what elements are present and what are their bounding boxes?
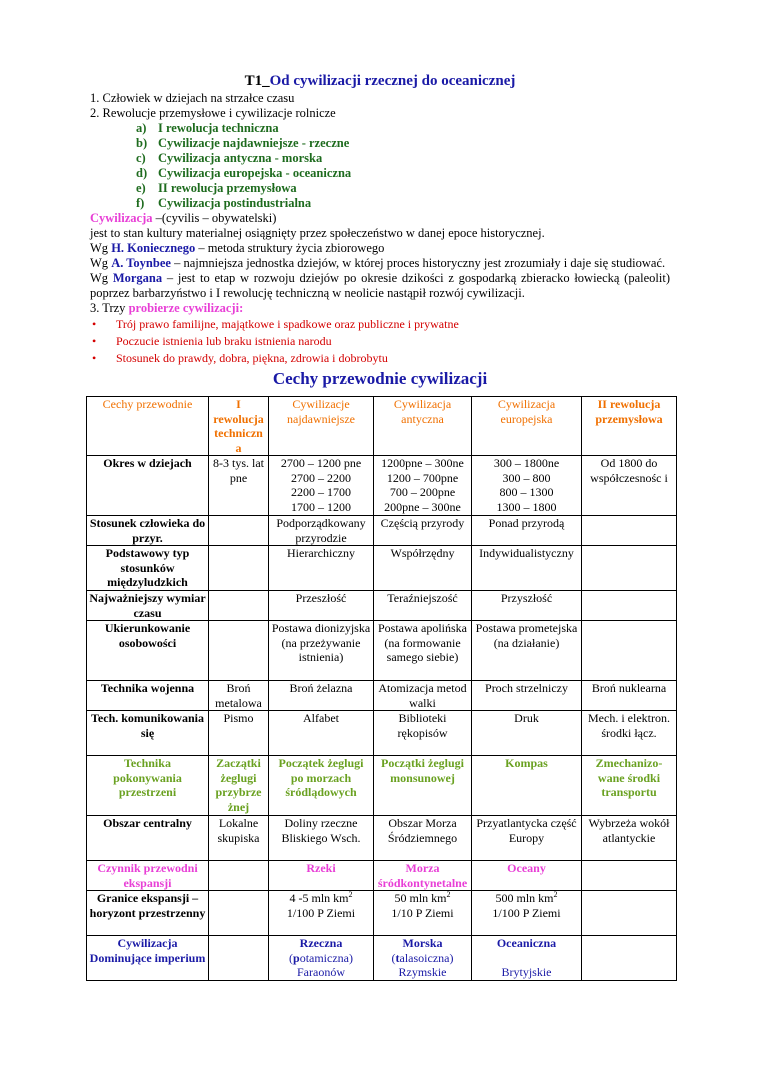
table-cell: Mech. i elektron. środki łącz. (582, 711, 677, 756)
list-item: d) Cywilizacja europejska - oceaniczna (136, 166, 352, 180)
table-cell: Pismo (209, 711, 269, 756)
bullet-icon: • (92, 334, 97, 348)
list-item: a) I rewolucja techniczna (136, 121, 279, 135)
row-label: Tech. komunikowania się (87, 711, 209, 756)
table-cell: Przyatlantycka część Europy (472, 816, 582, 861)
table-cell (209, 546, 269, 591)
table-cell: Rzeki (269, 861, 374, 891)
bullet-icon: • (92, 351, 97, 365)
table-row (87, 816, 677, 861)
table-row (87, 711, 677, 756)
table-title: Cechy przewodnie cywilizacji (272, 369, 488, 388)
table-cell: Proch strzelniczy (472, 681, 582, 711)
table-row (87, 756, 677, 816)
morgan-definition: Wg Morgana – jest to etap w rozwoju dziejów po okresie dzikości z gospodarką zbieracko łowiecką (paleolit) poprzez barbarzyństwo i I rewolucję techniczną w neolicie nastąpił rozwój cywilizacji. (90, 271, 670, 300)
table-cell: Atomizacja metod walki (374, 681, 472, 711)
row-label: Stosunek człowieka do przyr. (87, 516, 209, 546)
table-cell (582, 861, 677, 891)
document-page (90, 72, 670, 389)
table-row (87, 591, 677, 621)
table-header-row (87, 397, 677, 456)
civilization-table (86, 396, 677, 981)
table-row (87, 936, 677, 981)
table-cell (582, 516, 677, 546)
row-label: Obszar centralny (87, 816, 209, 861)
table-cell: 8-3 tys. lat pne (209, 456, 269, 516)
table-cell (209, 861, 269, 891)
row-label: Granice ekspansji – horyzont przestrzenny (87, 891, 209, 936)
row-label: Okres w dziejach (87, 456, 209, 516)
table-cell: Wybrzeża wokół atlantyckie (582, 816, 677, 861)
table-cell (582, 621, 677, 681)
list-item: • Trój prawo familijne, majątkowe i spadkowe oraz publiczne i prywatne (92, 317, 459, 331)
table-cell: Morska (talasoiczna) Rzymskie (374, 936, 472, 981)
table-cell (582, 546, 677, 591)
table-row (87, 546, 677, 591)
table-cell: Przyszłość (472, 591, 582, 621)
table-cell: Broń nuklearna (582, 681, 677, 711)
table-cell (209, 621, 269, 681)
definition-body: jest to stan kultury materialnej osiągnięty przez społeczeństwo w danej epoce historycznej. (90, 226, 545, 240)
table-cell: Przeszłość (269, 591, 374, 621)
row-label: Technika pokonywania przestrzeni (87, 756, 209, 816)
table-cell: Broń żelazna (269, 681, 374, 711)
table-cell: Alfabet (269, 711, 374, 756)
table-cell: Indywidualistyczny (472, 546, 582, 591)
table-cell: Teraźniejszość (374, 591, 472, 621)
point-1: 1. Człowiek w dziejach na strzałce czasu (90, 91, 295, 105)
table-cell: Oceany (472, 861, 582, 891)
row-label: Ukierunkowanie osobowości (87, 621, 209, 681)
point-3: 3. Trzy probierze cywilizacji: (90, 301, 244, 315)
table-cell: Zmechanizo-wane środki transportu (582, 756, 677, 816)
table-cell: Zaczątki żeglugi przybrze żnej (209, 756, 269, 816)
table-cell (582, 936, 677, 981)
table-row (87, 456, 677, 516)
revolutions-list (90, 121, 670, 211)
row-label: Podstawowy typ stosunków międzyludzkich (87, 546, 209, 591)
table-cell: Współrzędny (374, 546, 472, 591)
table-cell: Początek żeglugi po morzach śródlądowych (269, 756, 374, 816)
list-item: • Stosunek do prawdy, dobra, piękna, zdrowia i dobrobytu (92, 351, 388, 365)
criteria-list (90, 316, 670, 367)
table-cell: Podporządkowany przyrodzie (269, 516, 374, 546)
point-2: 2. Rewolucje przemysłowe i cywilizacje rolnicze (90, 106, 336, 120)
table-cell: 4 -5 mln $km^2$ 1/100 P Ziemi (269, 891, 374, 936)
document-title: T1_Od cywilizacji rzecznej do oceanicznej (244, 73, 516, 89)
table-row (87, 516, 677, 546)
row-label: Cywilizacja Dominujące imperium (87, 936, 209, 981)
table-cell: Kompas (472, 756, 582, 816)
table-cell: Doliny rzeczne Bliskiego Wsch. (269, 816, 374, 861)
table-cell: Broń metalowa (209, 681, 269, 711)
table-cell: Postawa prometejska (na działanie) (472, 621, 582, 681)
table-cell: Rzeczna (potamiczna) Faraonów (269, 936, 374, 981)
table-header-cell: Cywilizacja europejska (472, 397, 582, 456)
table-row (87, 861, 677, 891)
row-label: Czynnik przewodni ekspansji (87, 861, 209, 891)
table-header-cell: Cywilizacja antyczna (374, 397, 472, 456)
table-cell (209, 516, 269, 546)
table-cell: 1200pne – 300ne 1200 – 700pne 700 – 200pne 200pne – 300ne (374, 456, 472, 516)
table-cell: Morza śródkontynetalne (374, 861, 472, 891)
table-header-cell: II rewolucja przemysłowa (582, 397, 677, 456)
table-cell: Druk (472, 711, 582, 756)
table-cell: 300 – 1800ne 300 – 800 800 – 1300 1300 – 1800 (472, 456, 582, 516)
table-cell: Od 1800 do współczesnośc i (582, 456, 677, 516)
table-cell (582, 891, 677, 936)
table-header-cell: Cechy przewodnie (87, 397, 209, 456)
table-row (87, 891, 677, 936)
table-cell: 2700 – 1200 pne 2700 – 2200 2200 – 1700 1700 – 1200 (269, 456, 374, 516)
table-row (87, 621, 677, 681)
table-cell: Oceaniczna Brytyjskie (472, 936, 582, 981)
table-header-cell: Cywilizacje najdawniejsze (269, 397, 374, 456)
definition-term: Cywilizacja –(cyvilis – obywatelski) (90, 211, 277, 225)
table-cell: 50 mln $km^2$ 1/10 P Ziemi (374, 891, 472, 936)
table-header-cell: I rewolucja techniczn a (209, 397, 269, 456)
list-item: f) Cywilizacja postindustrialna (136, 196, 312, 210)
toynbee-definition: Wg A. Toynbee – najmniejsza jednostka dziejów, w której proces historyczny jest zrozumiały i daje się studiować. (90, 256, 666, 270)
table-cell: Biblioteki rękopisów (374, 711, 472, 756)
table-cell: Początki żeglugi monsunowej (374, 756, 472, 816)
row-label: Technika wojenna (87, 681, 209, 711)
table-cell: Obszar Morza Śródziemnego (374, 816, 472, 861)
row-label: Najważniejszy wymiar czasu (87, 591, 209, 621)
list-item: • Poczucie istnienia lub braku istnienia narodu (92, 334, 332, 348)
list-item: b) Cywilizacje najdawniejsze - rzeczne (136, 136, 350, 150)
table-cell: Postawa apolińska (na formowanie samego siebie) (374, 621, 472, 681)
table-cell (209, 591, 269, 621)
table-cell: Częścią przyrody (374, 516, 472, 546)
table-cell: Lokalne skupiska (209, 816, 269, 861)
list-item: e) II rewolucja przemysłowa (136, 181, 297, 195)
table-row (87, 681, 677, 711)
table-cell (209, 936, 269, 981)
table-cell (582, 591, 677, 621)
table-cell: Hierarchiczny (269, 546, 374, 591)
list-item: c) Cywilizacja antyczna - morska (136, 151, 323, 165)
table-cell: 500 mln $km^2$ 1/100 P Ziemi (472, 891, 582, 936)
table-cell: Postawa dionizyjska (na przeżywanie istnienia) (269, 621, 374, 681)
konieczny-definition: Wg H. Koniecznego – metoda struktury życia zbiorowego (90, 241, 385, 255)
table-cell: Ponad przyrodą (472, 516, 582, 546)
bullet-icon: • (92, 317, 97, 331)
table-cell (209, 891, 269, 936)
